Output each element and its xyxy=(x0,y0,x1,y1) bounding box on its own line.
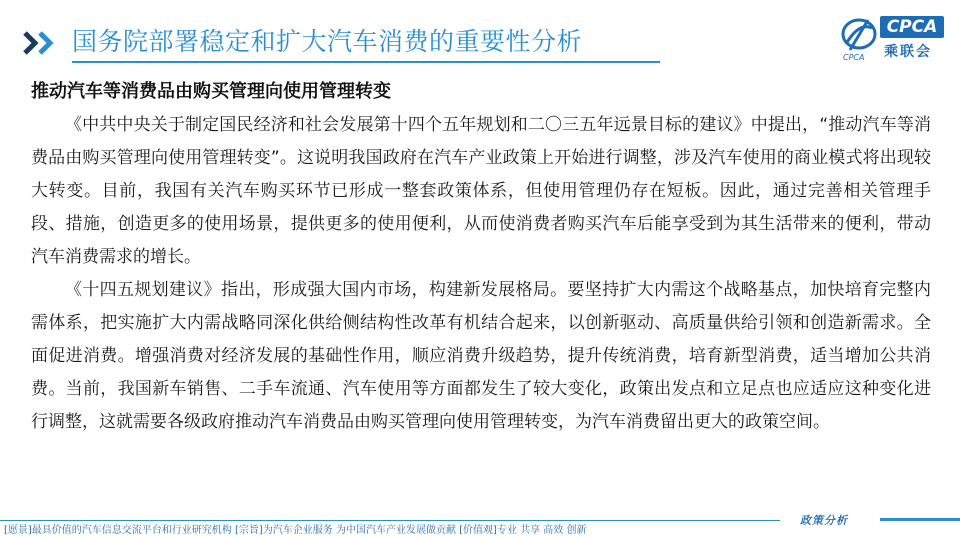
logo-name: 乘联会 xyxy=(884,44,932,60)
paragraph-1: 《中共中央关于制定国民经济和社会发展第十四个五年规划和二〇三五年远景目标的建议》中提出，“推动汽车等消费品由购买管理向使用管理转变”。这说明我国政府在汽车产业政策上开始进行调整，涉及汽车使用的商业模式将出现较大转变。目前，我国有关汽车购买环节已形成一整套政策体系，但使用管理仍存在短板。因此，通过完善相关管理手段、措施，创造更多的使用场景，提供更多的使用便利，从而使消费者购买汽车后能享受到为其生活带来的便利，带动汽车消费需求的增长。 xyxy=(31,115,931,267)
double-chevron-icon xyxy=(22,30,64,56)
cpca-logo xyxy=(840,14,950,64)
logo-emblem-text: CPCA xyxy=(843,53,865,62)
slide-content xyxy=(31,78,931,439)
page-title: 国务院部署稳定和扩大汽车消费的重要性分析 xyxy=(72,27,583,56)
footer-divider xyxy=(0,520,780,521)
footer-accent-bar xyxy=(880,518,960,521)
slide-footer xyxy=(0,506,960,540)
paragraph-2: 《十四五规划建议》指出，形成强大国内市场，构建新发展格局。要坚持扩大内需这个战略基点，加快培育完整内需体系，把实施扩大内需战略同深化供给侧结构性改革有机结合起来，以创新驱动、高质量供给引领和创造新需求。全面促进消费。增强消费对经济发展的基础性作用，顺应消费升级趋势，提升传统消费，培育新型消费，适当增加公共消费。当前，我国新车销售、二手车流通、汽车使用等方面都发生了较大变化，政策出发点和立足点也应适应这种变化进行调整，这就需要各级政府推动汽车消费品由购买管理向使用管理转变，为汽车消费留出更大的政策空间。 xyxy=(31,280,931,432)
slide-header xyxy=(0,0,960,70)
section-subheading: 推动汽车等消费品由购买管理向使用管理转变 xyxy=(31,81,391,102)
logo-code: CPCA xyxy=(880,16,944,38)
footer-tagline: [愿景]最具价值的汽车信息交流平台和行业研究机构 [宗旨]为汽车企业服务 为中国汽车产业发展做贡献 [价值观]专业 共享 高效 创新 xyxy=(4,525,587,536)
cpca-emblem-icon xyxy=(840,14,878,62)
title-underline xyxy=(72,61,660,63)
footer-section-label: 政策分析 xyxy=(800,514,848,527)
